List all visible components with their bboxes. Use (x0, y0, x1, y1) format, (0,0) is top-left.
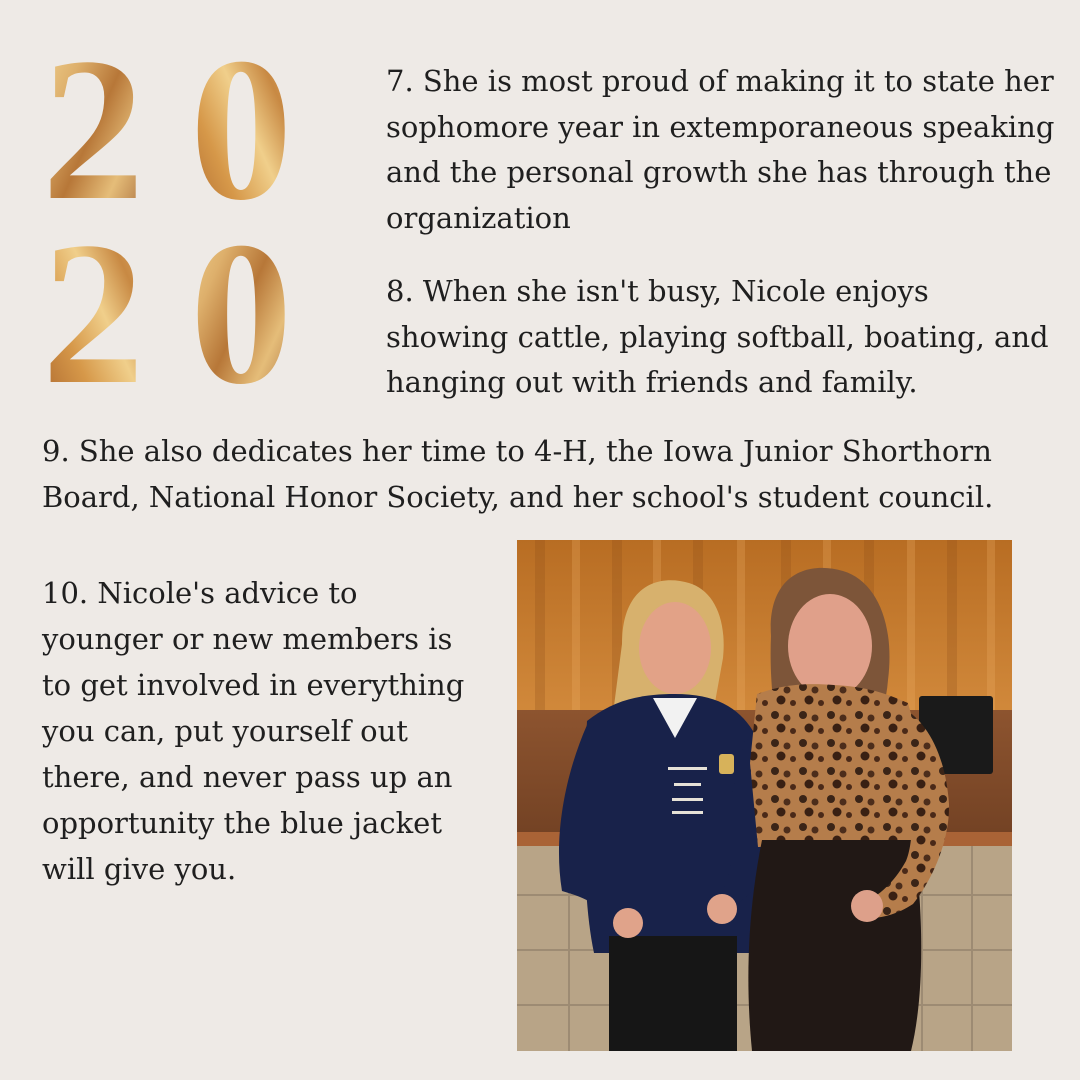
person-right-hand (851, 890, 883, 922)
fact-10-text: 10. Nicole's advice to younger or new members is to get involved in everything you can, put yourself out there, and never pass up an opportunity the blue jacket will give you. (42, 576, 465, 886)
person-right-top (750, 684, 922, 847)
year-top-right-digit: 0 (190, 26, 293, 243)
year-bottom-left-digit: 2 (42, 200, 145, 394)
year-bottom-right-digit: 0 (190, 200, 293, 394)
photo (517, 540, 1012, 1051)
person-left-hand-right (707, 894, 737, 924)
person-right-dress (748, 840, 921, 1051)
fact-7-text: 7. She is most proud of making it to state her sophomore year in extemporaneous speaking and the personal growth she has through the organization (386, 64, 1055, 235)
fact-8-text: 8. When she isn't busy, Nicole enjoys showing cattle, playing softball, boating, and hanging out with friends and family. (386, 274, 1049, 399)
person-left-pants (609, 936, 737, 1051)
gold-year-svg (40, 26, 352, 394)
person-left-emblem (719, 754, 734, 774)
person-right-face (788, 594, 872, 698)
year-digits (42, 26, 293, 394)
photo-illustration (517, 540, 1012, 1051)
person-left-hand-left (613, 908, 643, 938)
year-graphic (40, 26, 352, 394)
person-left-face (639, 602, 711, 694)
year-top-left-digit: 2 (42, 26, 145, 243)
fact-9-text: 9. She also dedicates her time to 4-H, the Iowa Junior Shorthorn Board, National Honor Society, and her school's student council. (42, 434, 994, 514)
